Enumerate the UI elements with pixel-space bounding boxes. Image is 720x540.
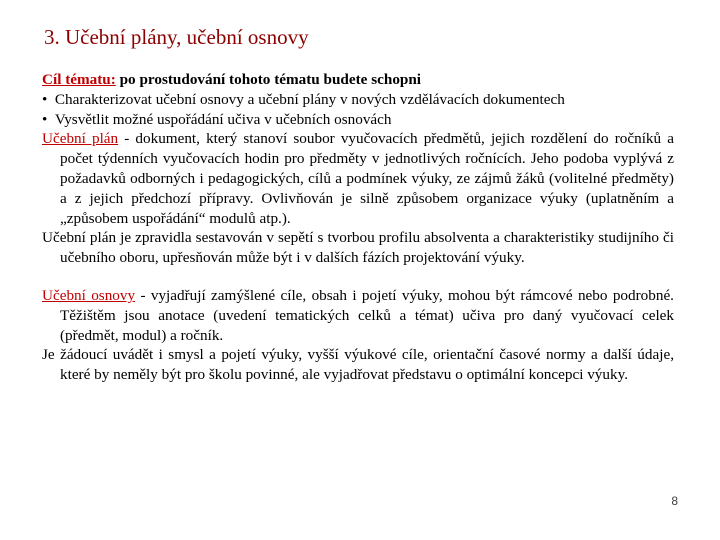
syllabus-paragraph: Je žádoucí uvádět i smysl a pojetí výuky, vyšší výukové cíle, orientační časové normy a další údaje, které by neměly být pro školu povinné, ale vyjadřovat představu o optimální koncepci výuky. bbox=[42, 346, 674, 384]
bullet-text: Vysvětlit možné uspořádání učiva v učebních osnovách bbox=[54, 110, 392, 128]
syllabus-definition bbox=[42, 286, 674, 345]
bullet-item bbox=[42, 110, 674, 130]
syllabus-term: Učební osnovy bbox=[42, 286, 136, 304]
plan-definition bbox=[42, 129, 674, 228]
plan-term: Učební plán bbox=[42, 130, 119, 148]
goal-label: Cíl tématu: bbox=[42, 71, 116, 88]
paragraph-gap bbox=[42, 268, 674, 286]
bullet-symbol: • bbox=[42, 90, 48, 108]
bullet-text: Charakterizovat učební osnovy a učební plány v nových vzdělávacích dokumentech bbox=[54, 90, 565, 108]
bullet-item bbox=[42, 90, 674, 110]
plan-paragraph: Učební plán je zpravidla sestavován v sepětí s tvorbou profilu absolventa a charakteristiky studijního či učebního oboru, upřesňován může být i v dalších fázích projektování výuky. bbox=[42, 229, 674, 267]
plan-definition-text: - dokument, který stanoví soubor vyučovacích předmětů, jejich rozdělení do ročníků a počet týdenních vyučovacích hodin pro předměty v jednotlivých ročnících. Jeho podoba vyplývá z požadavků odborných i pedagogických, cílů a podmínek výuky, ze zájmů žáků (volitelné předměty) a z jejich předchozí přípravy. Ovlivňován je silně způsobem organizace výuky (uplatněním a „způsobem uspořádání“ modulů atp.). bbox=[60, 130, 674, 227]
page-number: 8 bbox=[671, 494, 678, 508]
bullet-symbol: • bbox=[42, 110, 48, 128]
syllabus-definition-text: - vyjadřují zamýšlené cíle, obsah i pojetí výuky, mohou být rámcové nebo podrobné. Těžištěm jsou anotace (uvedení tematických celků a témat) učiva pro daný vyučovací celek (předmět, modul) a ročník. bbox=[60, 286, 674, 344]
slide-title: 3. Učební plány, učební osnovy bbox=[44, 25, 309, 49]
slide-body bbox=[42, 70, 674, 385]
goal-text: po prostudování tohoto tématu budete schopni bbox=[115, 71, 422, 88]
goal-line bbox=[42, 70, 674, 90]
